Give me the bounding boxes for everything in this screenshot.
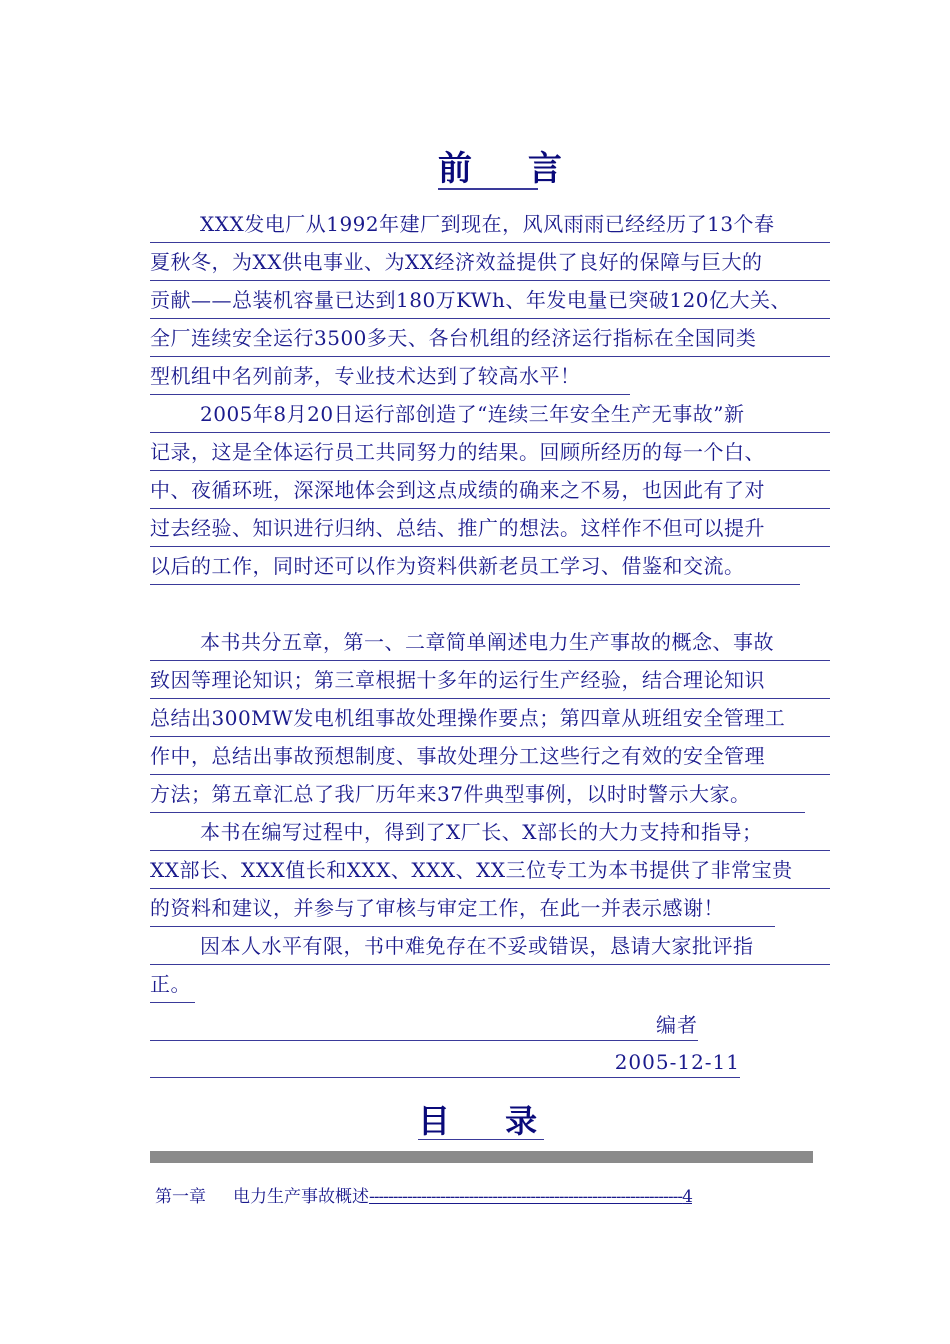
toc-chapter-number: 第一章	[155, 1187, 206, 1207]
text-line: 2005年8月20日运行部创造了“连续三年安全生产无事故”新	[150, 395, 830, 433]
text-line: 夏秋冬，为XX供电事业、为XX经济效益提供了良好的保障与巨大的	[150, 243, 830, 281]
text-line: 方法；第五章汇总了我厂历年来37件典型事例，以时时警示大家。	[150, 775, 805, 813]
text-line: 正。	[150, 965, 195, 1003]
text-line: 型机组中名列前茅，专业技术达到了较高水平！	[150, 357, 630, 395]
text-line: 作中，总结出事故预想制度、事故处理分工这些行之有效的安全管理	[150, 737, 830, 775]
preface-title: 前 言	[438, 149, 584, 189]
signature-author: 编者	[656, 1013, 698, 1037]
toc-title: 目 录	[418, 1102, 560, 1140]
text-line: 因本人水平有限，书中难免存在不妥或错误，恳请大家批评指	[150, 927, 830, 965]
text-line: 本书在编写过程中，得到了X厂长、X部长的大力支持和指导；	[150, 813, 830, 851]
text-line: 本书共分五章，第一、二章简单阐述电力生产事故的概念、事故	[150, 623, 830, 661]
toc-entry-chapter-1[interactable]	[155, 1185, 820, 1209]
text-line: 致因等理论知识；第三章根据十多年的运行生产经验，结合理论知识	[150, 661, 830, 699]
signature-line	[150, 1010, 698, 1041]
text-line: 过去经验、知识进行归纳、总结、推广的想法。这样作不但可以提升	[150, 509, 830, 547]
text-line: 中、夜循环班，深深地体会到这点成绩的确来之不易，也因此有了对	[150, 471, 830, 509]
preface-paragraph-4	[150, 813, 830, 927]
text-line: 的资料和建议，并参与了审核与审定工作，在此一并表示感谢！	[150, 889, 775, 927]
text-line: 总结出300MW发电机组事故处理操作要点；第四章从班组安全管理工	[150, 699, 830, 737]
text-line: 记录，这是全体运行员工共同努力的结果。回顾所经历的每一个白、	[150, 433, 830, 471]
text-line: XX部长、XXX值长和XXX、XXX、XX三位专工为本书提供了非常宝贵	[150, 851, 830, 889]
preface-paragraph-1	[150, 205, 830, 395]
preface-paragraph-3	[150, 623, 830, 813]
date-line	[150, 1047, 740, 1078]
preface-paragraph-2	[150, 395, 830, 585]
signature-date: 2005-12-11	[614, 1050, 740, 1074]
text-line: 全厂连续安全运行3500多天、各台机组的经济运行指标在全国同类	[150, 319, 830, 357]
preface-paragraph-5	[150, 927, 830, 1003]
text-line: 贡献——总装机容量已达到180万KWh、年发电量已突破120亿大关、	[150, 281, 830, 319]
toc-divider-bar	[150, 1151, 813, 1163]
text-line: 以后的工作，同时还可以作为资料供新老员工学习、借鉴和交流。	[150, 547, 800, 585]
toc-leader: ------------------------------------------------------------------	[369, 1187, 683, 1207]
text-line: XXX发电厂从1992年建厂到现在，风风雨雨已经经历了13个春	[150, 205, 830, 243]
toc-page-number: 4	[682, 1187, 692, 1207]
toc-chapter-name: 电力生产事故概述	[233, 1187, 370, 1207]
